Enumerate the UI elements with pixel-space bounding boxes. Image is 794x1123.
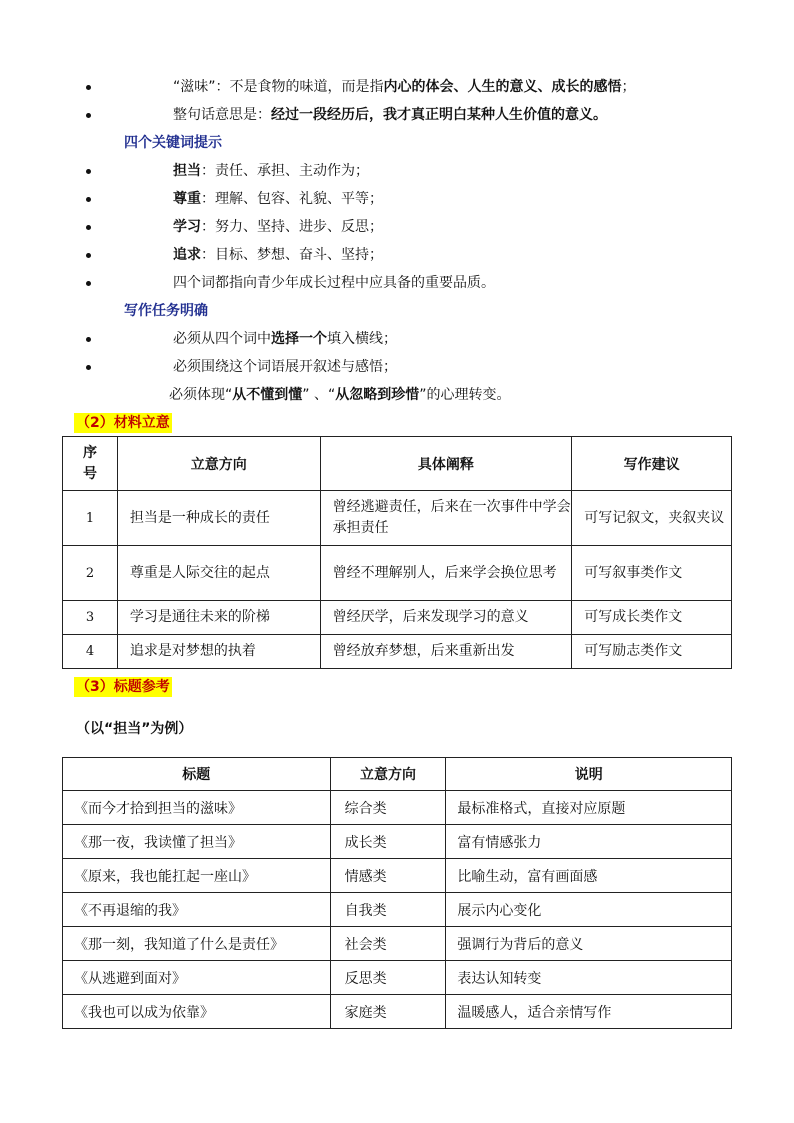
suggestion-cell: 可写成长类作文 [572,601,732,635]
row-number: 1 [63,491,118,546]
note-cell: 展示内心变化 [446,893,732,927]
theme-cell: 尊重是人际交往的起点 [117,546,320,601]
note-cell: 最标准格式，直接对应原题 [446,791,732,825]
header-cell: 立意方向 [330,758,446,791]
title-cell: 《那一刻，我知道了什么是责任》 [63,927,331,961]
bullet-dot [86,169,91,174]
table-row [63,791,732,825]
header-cell: 写作建议 [572,437,732,491]
table-row [63,491,732,546]
table-row [63,859,732,893]
direction-cell: 自我类 [330,893,446,927]
table-header-row [63,758,732,791]
material-table [62,436,732,669]
bullet-dot [86,337,91,342]
bullet-dot [86,365,91,370]
theme-cell: 学习是通往未来的阶梯 [117,601,320,635]
table-row [63,927,732,961]
bullet-text: 整句话意思是：经过一段经历后，我才真正明白某种人生价值的意义。 [173,107,607,123]
bullet-dot [86,281,91,286]
direction-cell: 家庭类 [330,995,446,1029]
row-number: 2 [63,546,118,601]
note-cell: 富有情感张力 [446,825,732,859]
title-cell: 《那一夜，我读懂了担当》 [63,825,331,859]
table-row [63,635,732,669]
table-row [63,961,732,995]
table-row [63,546,732,601]
suggestion-cell: 可写叙事类作文 [572,546,732,601]
bullet-dot [86,197,91,202]
direction-cell: 情感类 [330,859,446,893]
table-row [63,893,732,927]
direction-cell: 社会类 [330,927,446,961]
example-note: （以“担当”为例） [76,721,193,737]
explanation-cell: 曾经不理解别人，后来学会换位思考 [320,546,572,601]
header-cell: 立意方向 [117,437,320,491]
direction-cell: 反思类 [330,961,446,995]
note-cell: 强调行为背后的意义 [446,927,732,961]
suggestion-cell: 可写记叙文，夹叙夹议 [572,491,732,546]
header-cell: 说明 [446,758,732,791]
header-cell: 具体阐释 [320,437,572,491]
suggestion-cell: 可写励志类作文 [572,635,732,669]
table-header-row [63,437,732,491]
title-table [62,757,732,1029]
explanation-cell: 曾经逃避责任，后来在一次事件中学会承担责任 [320,491,572,546]
bullet-dot [86,113,91,118]
note-cell: 温暖感人，适合亲情写作 [446,995,732,1029]
bullet-dot [86,85,91,90]
title-cell: 《从逃避到面对》 [63,961,331,995]
title-cell: 《我也可以成为依靠》 [63,995,331,1029]
title-cell: 《不再退缩的我》 [63,893,331,927]
table-row [63,825,732,859]
row-number: 4 [63,635,118,669]
note-cell: 表达认知转变 [446,961,732,995]
direction-cell: 成长类 [330,825,446,859]
direction-cell: 综合类 [330,791,446,825]
theme-cell: 担当是一种成长的责任 [117,491,320,546]
title-cell: 《原来，我也能扛起一座山》 [63,859,331,893]
task-last: 必须体现“从不懂到懂” 、“从忽略到珍惜”的心理转变。 [169,387,511,403]
note-cell: 比喻生动，富有画面感 [446,859,732,893]
header-cell: 标题 [63,758,331,791]
table-row [63,995,732,1029]
section-title-material: （2）材料立意 [76,415,170,431]
bullet-dot [86,225,91,230]
explanation-cell: 曾经放弃梦想，后来重新出发 [320,635,572,669]
bullet-dot [86,253,91,258]
header-cell: 序号 [63,437,118,491]
explanation-cell: 曾经厌学，后来发现学习的意义 [320,601,572,635]
row-number: 3 [63,601,118,635]
title-cell: 《而今才拾到担当的滋味》 [63,791,331,825]
keywords-heading: 四个关键词提示 [124,135,222,151]
section-title-titles: （3）标题参考 [76,679,170,695]
bullet-text: “滋味”：不是食物的味道，而是指内心的体会、人生的意义、成长的感悟； [173,79,636,95]
theme-cell: 追求是对梦想的执着 [117,635,320,669]
task-heading: 写作任务明确 [124,303,208,319]
table-row [63,601,732,635]
